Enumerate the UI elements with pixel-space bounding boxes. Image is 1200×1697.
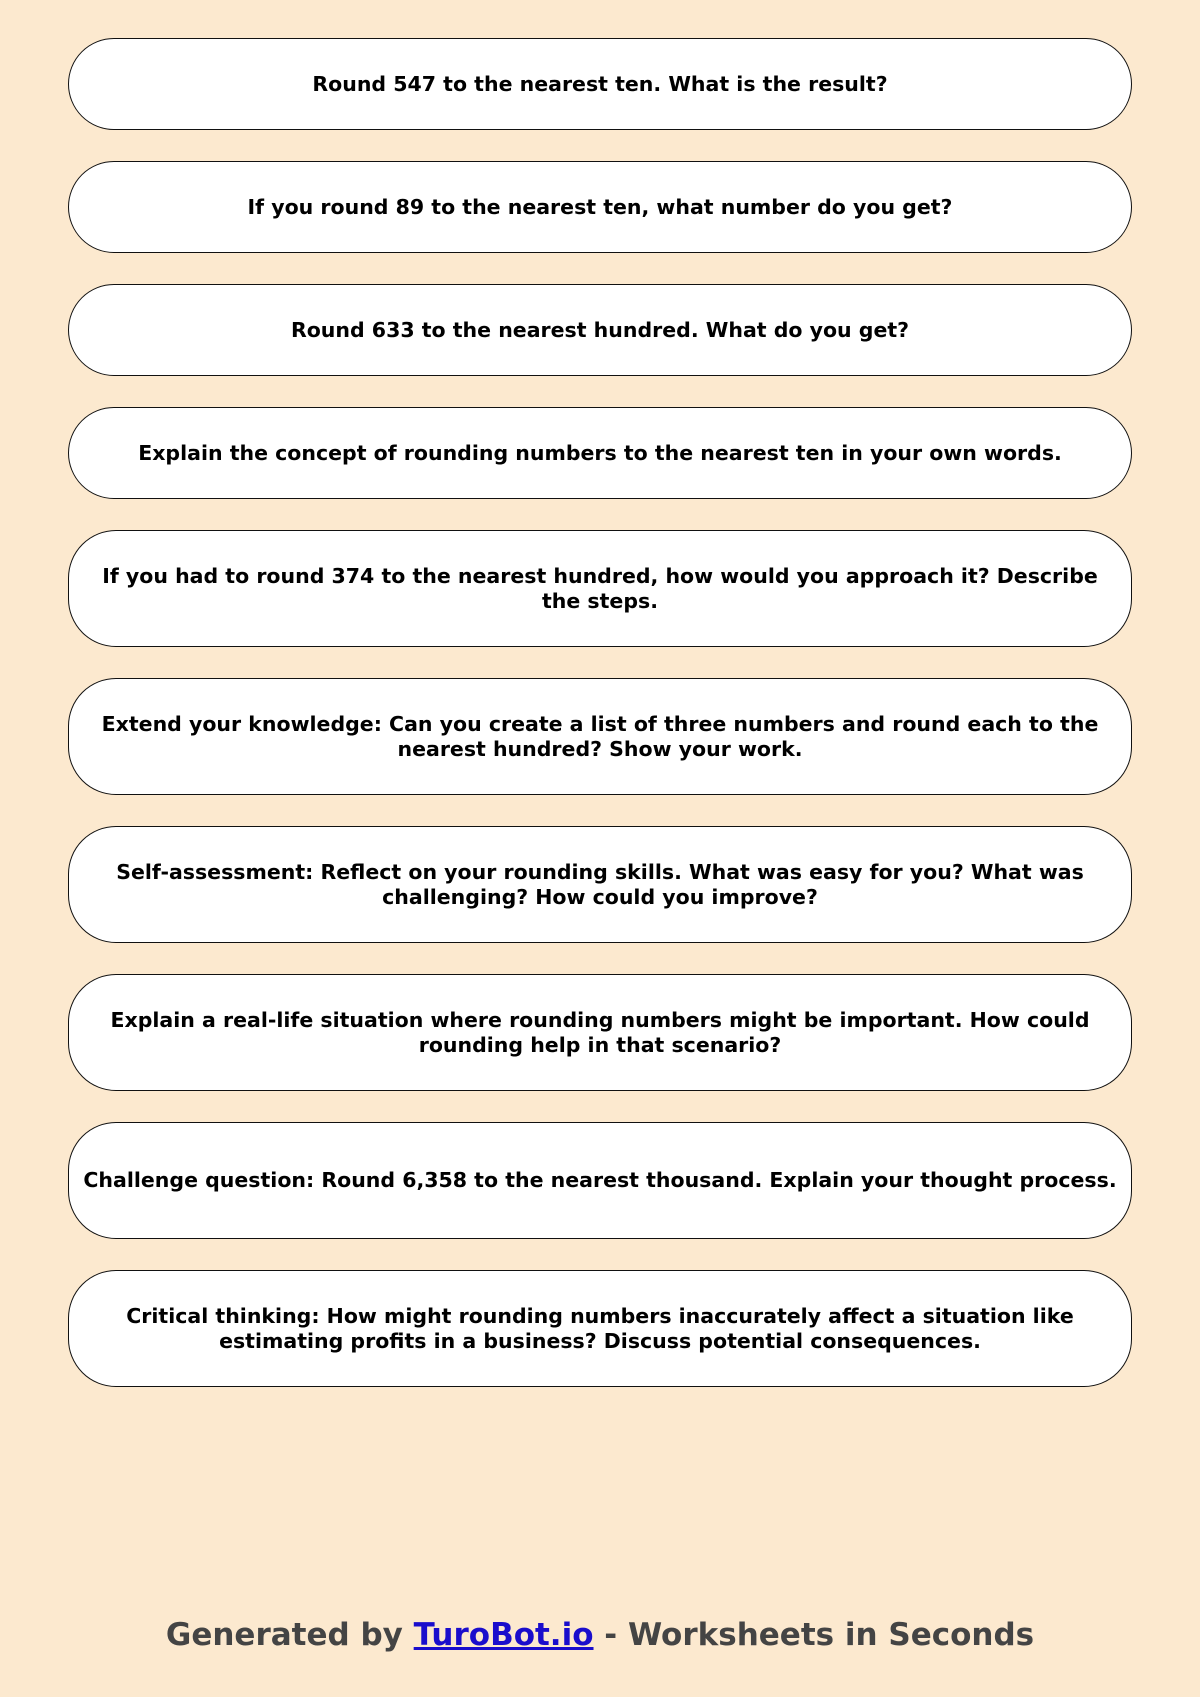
question-box: Round 633 to the nearest hundred. What do you get? [68,284,1132,376]
question-box: Critical thinking: How might rounding numbers inaccurately affect a situation like estimating profits in a business? Discuss potential consequences. [68,1270,1132,1387]
question-box: Round 547 to the nearest ten. What is the result? [68,38,1132,130]
question-box: Self-assessment: Reflect on your rounding skills. What was easy for you? What was challenging? How could you improve? [68,826,1132,943]
question-box: Explain a real-life situation where rounding numbers might be important. How could rounding help in that scenario? [68,974,1132,1091]
turobot-link[interactable]: TuroBot.io [413,1617,594,1653]
question-box: If you had to round 374 to the nearest hundred, how would you approach it? Describe the steps. [68,530,1132,647]
question-box: Challenge question: Round 6,358 to the nearest thousand. Explain your thought process. [68,1122,1132,1239]
question-box: If you round 89 to the nearest ten, what number do you get? [68,161,1132,253]
question-box: Extend your knowledge: Can you create a list of three numbers and round each to the nearest hundred? Show your work. [68,678,1132,795]
footer [0,1617,1200,1653]
question-box: Explain the concept of rounding numbers to the nearest ten in your own words. [68,407,1132,499]
question-list [68,38,1132,1418]
footer-suffix: - Worksheets in Seconds [593,1617,1035,1653]
footer-prefix: Generated by [165,1617,414,1653]
